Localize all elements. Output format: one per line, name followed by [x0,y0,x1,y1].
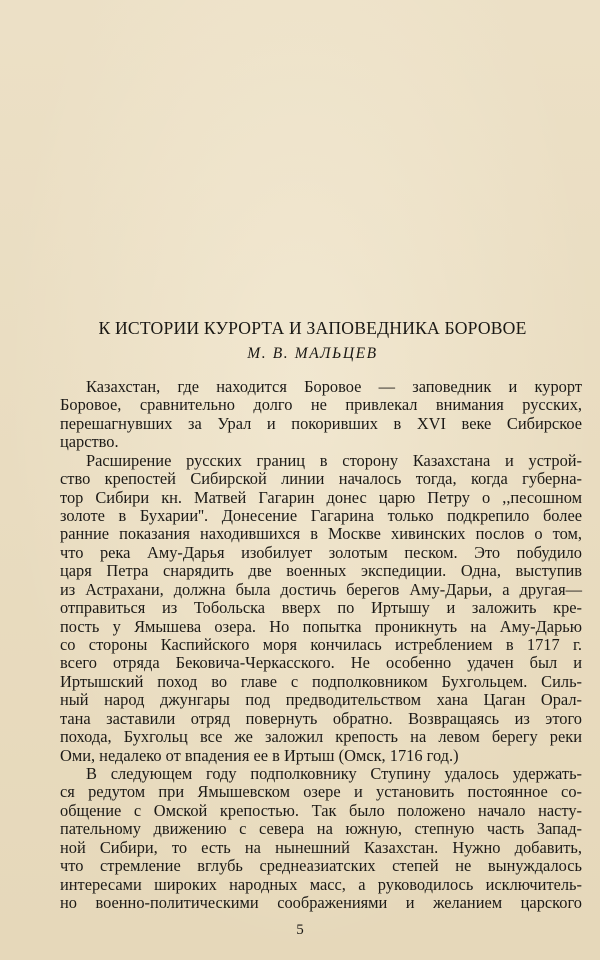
text-line: ство крепостей Сибирской линии началось тогда, когда губерна- [60,469,582,489]
page-number: 5 [296,922,304,938]
text-line: общение с Омской крепостью. Так было положено начало насту- [60,800,582,820]
text-line: Оми, недалеко от впадения ее в Иртыш (Омск, 1716 год.) [60,745,459,765]
article-author: М. В. МАЛЬЦЕВ [247,345,378,362]
text-line: всего отряда Бековича-Черкасского. Не особенно удачен был и [60,653,582,673]
text-line: ный народ джунгары под предводительством хана Цаган Орал- [60,690,582,710]
text-line: перешагнувших за Урал и покоривших в XVI веке Сибирское [60,413,582,433]
text-line: похода, Бухгольц все же заложил крепость на левом берегу реки [60,727,582,747]
text-line: В следующем году подполковнику Ступину удалось удержать- [86,764,582,783]
text-line: пость у Ямышева озера. Но попытка проникнуть на Аму-Дарью [60,616,582,636]
text-line: Расширение русских границ в сторону Казахстана и устрой- [86,450,582,470]
text-line: ной Сибири, то есть на нынешний Казахстан. Нужно добавить, [60,837,582,857]
text-line: Иртышский поход во главе с подполковником Бухгольцем. Силь- [60,671,582,691]
text-line: что река Аму-Дарья изобилует золотым песком. Это побудило [60,542,582,562]
text-line: царство. [60,432,119,452]
text-line: ранние показания находившихся в Москве хивинских послов о том, [60,524,582,544]
text-line: царя Петра снарядить две военных экспедиции. Одна, выступив [60,561,582,581]
text-line: отправиться из Тобольска вверх по Иртышу и заложить кре- [60,598,582,618]
text-line: золоте в Бухарии''. Донесение Гагарина только подкрепило более [60,506,582,525]
text-line: из Астрахани, должна была достичь берегов Аму-Дарьи, а другая— [60,579,582,599]
text-line: интересами широких народных масс, а руководилось исключитель- [60,874,582,894]
text-line: тана заставили отряд повернуть обратно. Возвращаясь из этого [60,708,582,728]
article-title: К ИСТОРИИ КУРОРТА И ЗАПОВЕДНИКА БОРОВОЕ [98,318,527,338]
text-line: что стремление вглубь среднеазиатских степей не вынуждалось [60,856,582,876]
text-line: ся редутом при Ямышевском озере и установить постоянное со- [60,782,582,802]
text-line: тор Сибири кн. Матвей Гагарин донес царю Петру о ,,песошном [60,487,582,507]
text-line: со стороны Каспийского моря кончилась истреблением в 1717 г. [60,635,582,654]
text-line: Боровое, сравнительно долго не привлекал внимания русских, [60,395,582,415]
text-line: Казахстан, где находится Боровое — заповедник и курорт [86,377,582,396]
text-line: пательному движению с севера на южную, степную часть Запад- [60,819,582,839]
text-line: но военно-политическими соображениями и желанием царского [60,893,582,912]
